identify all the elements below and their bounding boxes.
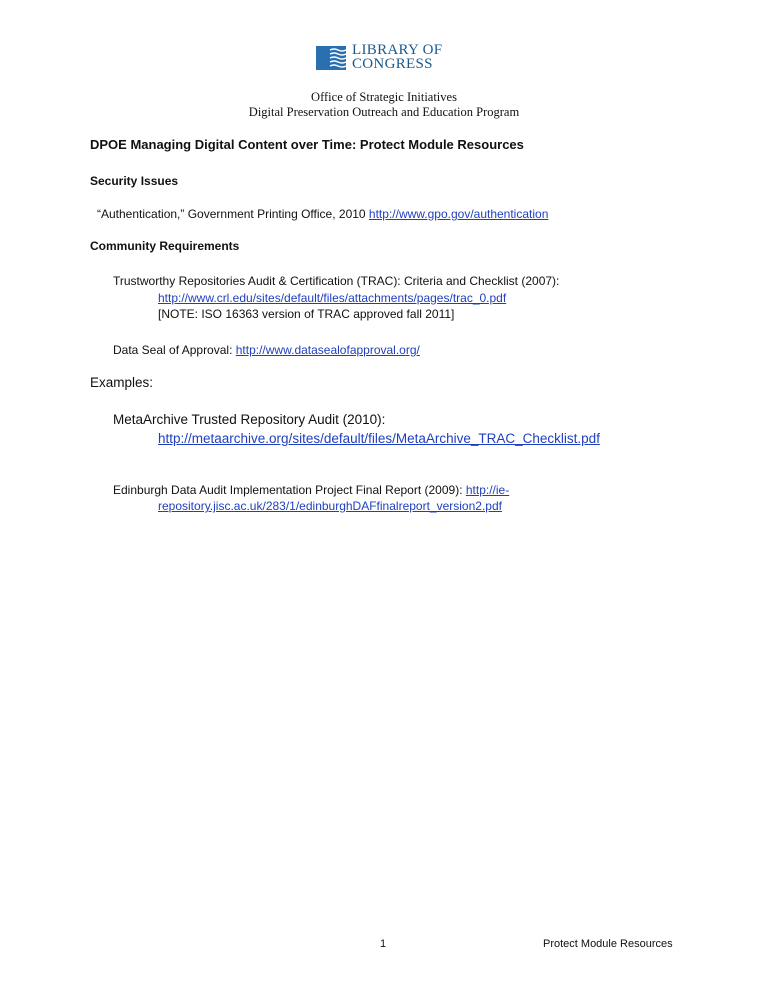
library-of-congress-logo [316,43,446,73]
edinburgh-link-part-1[interactable]: http://ie- [465,483,510,497]
program-name: Digital Preservation Outreach and Education Program [248,105,520,119]
security-issues-heading: Security Issues [90,174,179,188]
security-item-text: “Authentication,” Government Printing Office, 2010 [97,207,369,221]
trac-item-text: Trustworthy Repositories Audit & Certification (TRAC): Criteria and Checklist (2007): [113,274,560,288]
trac-link[interactable]: http://www.crl.edu/sites/default/files/attachments/pages/trac_0.pdf [158,291,507,305]
document-title: DPOE Managing Digital Content over Time: Protect Module Resources [90,137,524,152]
data-seal-item [113,343,420,357]
community-requirements-heading: Community Requirements [90,239,240,253]
edinburgh-item [113,483,509,497]
running-footer-title: Protect Module Resources [543,938,673,950]
page-number: 1 [380,938,387,950]
trac-note: [NOTE: ISO 16363 version of TRAC approved fall 2011] [158,307,455,321]
edinburgh-link-part-2[interactable]: repository.jisc.ac.uk/283/1/edinburghDAFfinalreport_version2.pdf [158,499,502,513]
book-waves-icon [316,44,346,72]
gpo-authentication-link[interactable]: http://www.gpo.gov/authentication [368,207,549,221]
data-seal-link[interactable]: http://www.datasealofapproval.org/ [235,343,420,357]
edinburgh-item-text: Edinburgh Data Audit Implementation Project Final Report (2009): [113,483,466,497]
logo-line-1: LIBRARY OF [352,42,443,58]
logo-text [352,43,442,71]
logo-line-2: CONGRESS [352,56,433,72]
data-seal-text: Data Seal of Approval: [113,343,236,357]
security-item [97,207,548,221]
office-name: Office of Strategic Initiatives [311,90,457,104]
metaarchive-item-text: MetaArchive Trusted Repository Audit (2010): [113,412,386,427]
examples-heading: Examples: [90,375,154,390]
metaarchive-link[interactable]: http://metaarchive.org/sites/default/files/MetaArchive_TRAC_Checklist.pdf [158,431,600,446]
